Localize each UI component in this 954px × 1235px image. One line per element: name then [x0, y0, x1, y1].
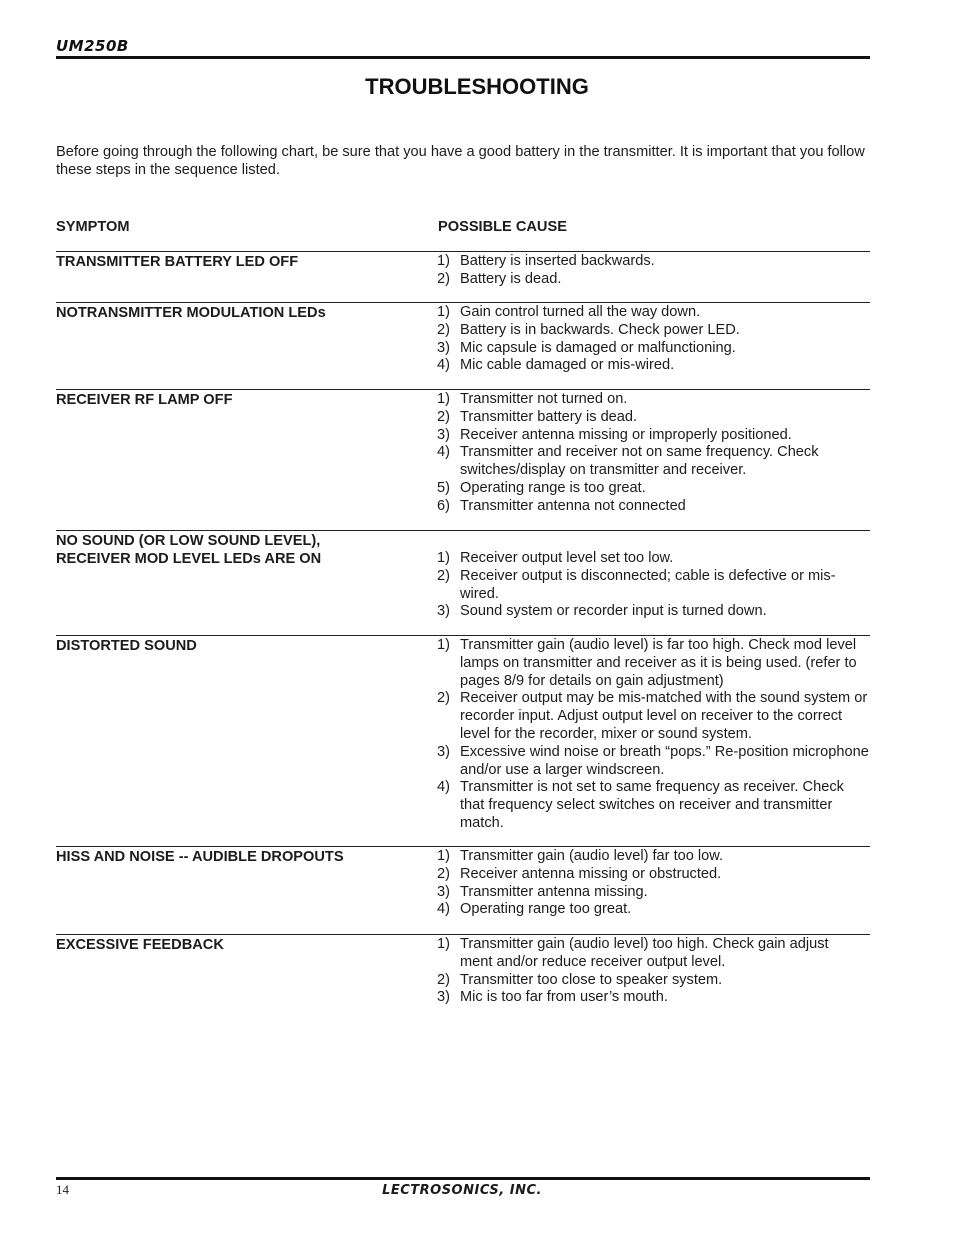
symptom-label: HISS AND NOISE -- AUDIBLE DROPOUTS — [56, 849, 344, 865]
cause-item: 4) Transmitter is not set to same frequency as receiver. Check that frequency select switches on receiver and transmitter match. — [437, 779, 844, 831]
cause-item: 1) Transmitter gain (audio level) is far too high. Check mod level lamps on transmitter and receiver as it is being used. (refer to pages 8/9 for details on gain adjustment) — [437, 637, 857, 689]
cause-item: 3) Transmitter antenna missing. — [437, 883, 648, 900]
symptom-label: NOTRANSMITTER MODULATION LEDs — [56, 305, 326, 321]
column-header-symptom: SYMPTOM — [56, 219, 130, 235]
cause-item: 4) Operating range too great. — [437, 901, 632, 918]
cause-item: 1) Gain control turned all the way down. — [437, 304, 701, 320]
symptom-label: TRANSMITTER BATTERY LED OFF — [56, 254, 299, 270]
column-header-cause: POSSIBLE CAUSE — [438, 219, 567, 235]
cause-item: 1) Transmitter gain (audio level) far too low. — [437, 848, 724, 864]
table-row — [56, 530, 870, 635]
footer-company: LECTROSONICS, INC. — [382, 1183, 542, 1198]
table-row — [56, 934, 870, 1025]
cause-list — [437, 848, 872, 919]
symptom-label: EXCESSIVE FEEDBACK — [56, 937, 224, 953]
cause-list — [437, 637, 872, 833]
cause-list — [437, 391, 857, 516]
cause-item: 2) Receiver output may be mis-matched with the sound system or recorder input. Adjust output level on receiver to the correct level for the recorder, mixer or sound system. — [437, 690, 868, 742]
cause-item: 2) Battery is dead. — [437, 270, 562, 287]
cause-item: 3) Sound system or recorder input is turned down. — [437, 603, 767, 620]
header-rule — [56, 56, 870, 59]
header-model: UM250B — [56, 37, 129, 55]
symptom-label: DISTORTED SOUND — [56, 638, 197, 654]
cause-item: 2) Transmitter too close to speaker system. — [437, 971, 723, 988]
cause-item: 2) Receiver output is disconnected; cable is defective or mis-wired. — [437, 567, 836, 602]
cause-item: 1) Battery is inserted backwards. — [437, 253, 655, 269]
cause-item: 4) Mic cable damaged or mis-wired. — [437, 357, 675, 374]
table-row — [56, 251, 870, 302]
cause-item: 1) Transmitter gain (audio level) too high. Check gain adjust ment and/or reduce receiver output level. — [437, 936, 829, 970]
cause-item: 3) Mic is too far from user’s mouth. — [437, 989, 668, 1006]
cause-list — [437, 550, 842, 621]
cause-item: 2) Receiver antenna missing or obstructed. — [437, 865, 722, 882]
symptom-label: NO SOUND (OR LOW SOUND LEVEL), RECEIVER MOD LEVEL LEDs ARE ON — [56, 533, 322, 567]
page-number: 14 — [56, 1182, 69, 1197]
cause-item: 3) Excessive wind noise or breath “pops.” Re-position microphone and/or use a larger windscreen. — [437, 743, 869, 778]
cause-list — [437, 253, 872, 289]
cause-item: 1) Transmitter not turned on. — [437, 391, 628, 407]
cause-item: 3) Mic capsule is damaged or malfunctioning. — [437, 339, 736, 356]
intro-paragraph: Before going through the following chart, be sure that you have a good battery in the transmitter. It is important that you follow these steps in the sequence listed. — [56, 144, 865, 178]
cause-item: 2) Battery is in backwards. Check power LED. — [437, 321, 740, 338]
table-row — [56, 846, 870, 934]
footer-rule — [56, 1177, 870, 1180]
table-row — [56, 302, 870, 389]
cause-item: 2) Transmitter battery is dead. — [437, 408, 638, 425]
cause-item: 3) Receiver antenna missing or improperly positioned. — [437, 426, 792, 443]
cause-item: 4) Transmitter and receiver not on same frequency. Check switches/display on transmitter and receiver. — [437, 444, 819, 479]
table-row — [56, 389, 870, 530]
table-row — [56, 635, 870, 846]
cause-item: 6) Transmitter antenna not connected — [437, 497, 686, 514]
cause-list — [437, 304, 872, 375]
page-title: TROUBLESHOOTING — [365, 74, 589, 99]
cause-item: 5) Operating range is too great. — [437, 479, 646, 496]
cause-item: 1) Receiver output level set too low. — [437, 550, 674, 566]
symptom-label: RECEIVER RF LAMP OFF — [56, 392, 233, 408]
cause-list — [437, 936, 862, 1007]
